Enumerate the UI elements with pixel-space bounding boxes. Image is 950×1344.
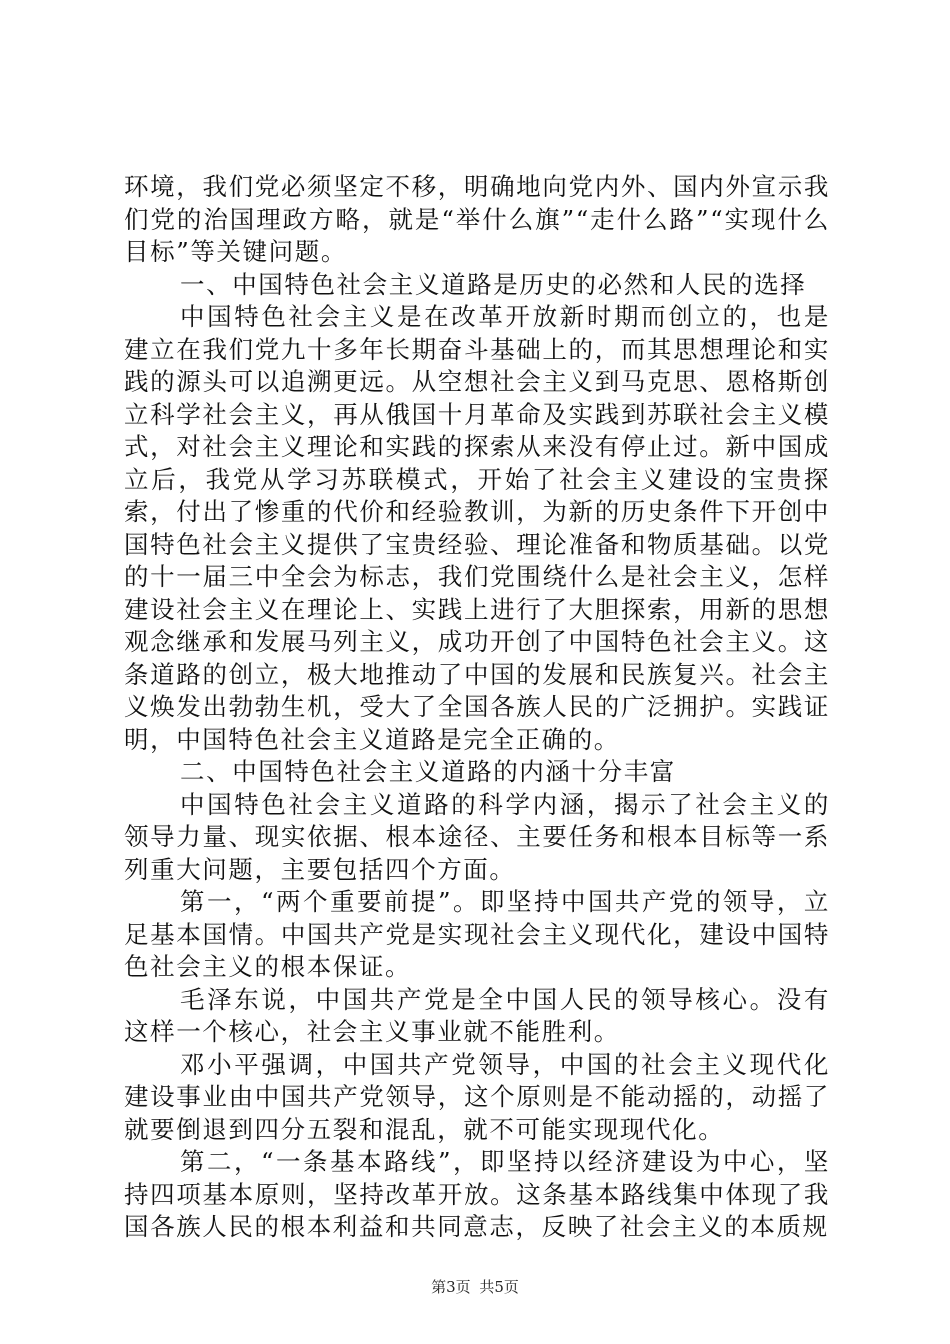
- paragraph-first-point: 第一，“两个重要前提”。即坚持中国共产党的领导，立足基本国情。中国共产党是实现社会主义现代化，建设中国特色社会主义的根本保证。: [124, 887, 830, 981]
- document-body: [124, 171, 830, 1244]
- paragraph-second-point: 第二，“一条基本路线”，即坚持以经济建设为中心，坚持四项基本原则，坚持改革开放。这条基本路线集中体现了我国各族人民的根本利益和共同意志，反映了社会主义的本质规: [124, 1147, 830, 1241]
- paragraph-continuation: 环境，我们党必须坚定不移，明确地向党内外、国内外宣示我们党的治国理政方略，就是“举什么旗”“走什么路”“实现什么目标”等关键问题。: [124, 172, 830, 266]
- page-total: 共5页: [479, 1278, 519, 1296]
- page-footer: [0, 1277, 950, 1297]
- paragraph-mao-quote: 毛泽东说，中国共产党是全中国人民的领导核心。没有这样一个核心，社会主义事业就不能胜利。: [124, 984, 830, 1046]
- section-heading-2: 二、中国特色社会主义道路的内涵十分丰富: [180, 757, 676, 786]
- paragraph-connotation: 中国特色社会主义道路的科学内涵，揭示了社会主义的领导力量、现实依据、根本途径、主要任务和根本目标等一系列重大问题，主要包括四个方面。: [124, 789, 830, 884]
- page-number: 第3页: [431, 1278, 471, 1296]
- section-heading-1: 一、中国特色社会主义道路是历史的必然和人民的选择: [180, 269, 807, 299]
- paragraph-deng-quote: 邓小平强调，中国共产党领导，中国的社会主义现代化建设事业由中国共产党领导，这个原则是不能动摇的，动摇了就要倒退到四分五裂和混乱，就不可能实现现代化。: [124, 1049, 830, 1144]
- paragraph-history: 中国特色社会主义是在改革开放新时期而创立的，也是建立在我们党九十多年长期奋斗基础上的，而其思想理论和实践的源头可以追溯更远。从空想社会主义到马克思、恩格斯创立科学社会主义，再从俄国十月革命及实践到苏联社会主义模式，对社会主义理论和实践的探索从来没有停止过。新中国成立后，我党从学习苏联模式，开始了社会主义建设的宝贵探索，付出了惨重的代价和经验教训，为新的历史条件下开创中国特色社会主义提供了宝贵经验、理论准备和物质基础。以党的十一届三中全会为标志，我们党围绕什么是社会主义，怎样建设社会主义在理论上、实践上进行了大胆探索，用新的思想观念继承和发展马列主义，成功开创了中国特色社会主义。这条道路的创立，极大地推动了中国的发展和民族复兴。社会主义焕发出勃勃生机，受大了全国各族人民的广泛拥护。实践证明，中国特色社会主义道路是完全正确的。: [124, 302, 830, 754]
